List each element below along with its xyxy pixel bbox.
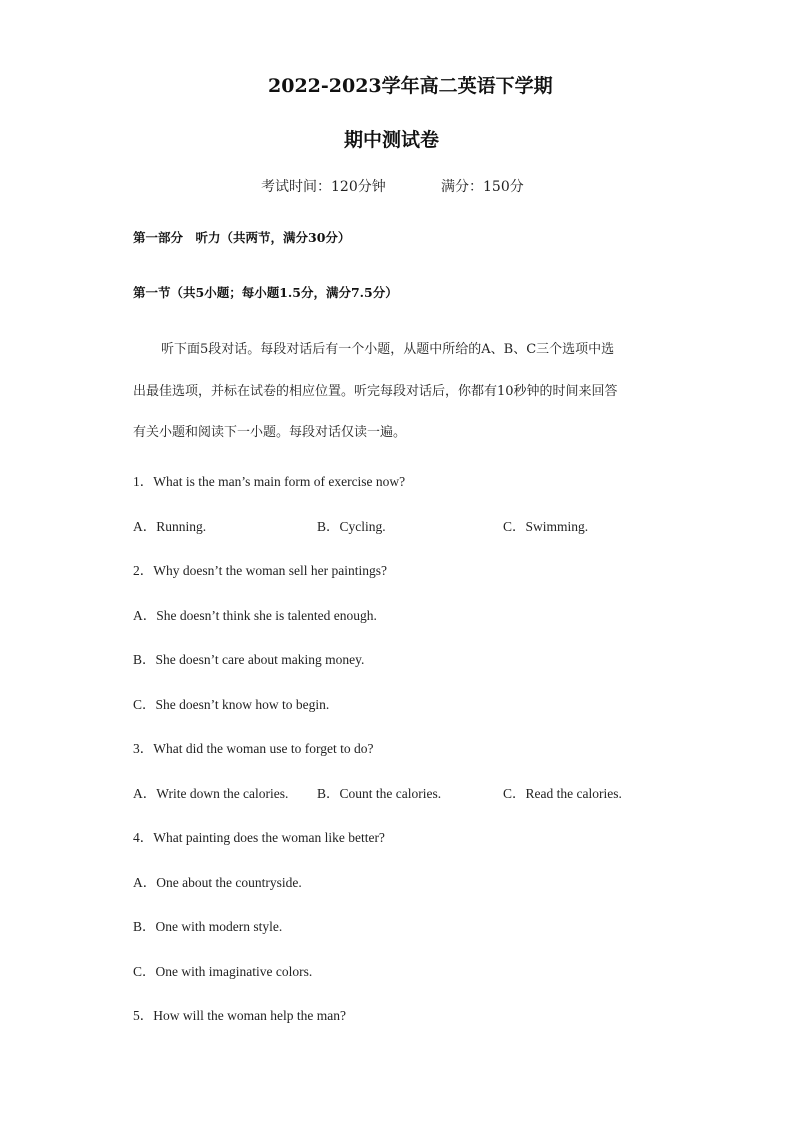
part1-heading: 第一部分 听力（共两节，满分30分） bbox=[133, 230, 351, 245]
instructions-line-2: 出最佳选项，并标在试卷的相应位置。听完每段对话后，你都有10秒钟的时间来回答 bbox=[133, 384, 618, 399]
instructions-line-1: 听下面5段对话。每段对话后有一个小题，从题中所给的A、B、C三个选项中选 bbox=[161, 342, 615, 357]
question-5-stem: 5．How will the woman help the man? bbox=[133, 1008, 346, 1023]
question-3-option-c: C．Read the calories. bbox=[503, 786, 622, 801]
question-3-option-b: B．Count the calories. bbox=[317, 786, 442, 801]
instructions-line-3: 有关小题和阅读下一小题。每段对话仅读一遍。 bbox=[133, 425, 407, 440]
exam-time: 考试时间：120分钟 bbox=[261, 179, 386, 195]
question-1-option-b: B．Cycling. bbox=[317, 519, 386, 534]
question-2-option-b: B．She doesn’t care about making money. bbox=[133, 652, 365, 667]
question-2-option-c: C．She doesn’t know how to begin. bbox=[133, 697, 330, 712]
question-1-stem: 1．What is the man’s main form of exercise now? bbox=[133, 474, 406, 489]
question-1-option-c: C．Swimming. bbox=[503, 519, 589, 534]
full-score: 满分：150分 bbox=[441, 179, 524, 195]
question-3-stem: 3．What did the woman use to forget to do? bbox=[133, 741, 374, 756]
question-2-stem: 2．Why doesn’t the woman sell her paintings? bbox=[133, 563, 387, 578]
question-4-option-b: B．One with modern style. bbox=[133, 919, 283, 934]
question-1-option-a: A．Running. bbox=[133, 519, 207, 534]
section1-heading: 第一节（共5小题；每小题1.5分，满分7.5分） bbox=[133, 285, 398, 300]
question-4-option-a: A．One about the countryside. bbox=[133, 875, 302, 890]
question-2-option-a: A．She doesn’t think she is talented enough. bbox=[133, 608, 377, 623]
question-4-stem: 4．What painting does the woman like better? bbox=[133, 830, 385, 845]
page-title-line1: 2022-2023学年高二英语下学期 bbox=[268, 75, 553, 97]
page-title-line2: 期中测试卷 bbox=[344, 129, 440, 151]
question-4-option-c: C．One with imaginative colors. bbox=[133, 964, 313, 979]
question-3-option-a: A．Write down the calories. bbox=[133, 786, 289, 801]
